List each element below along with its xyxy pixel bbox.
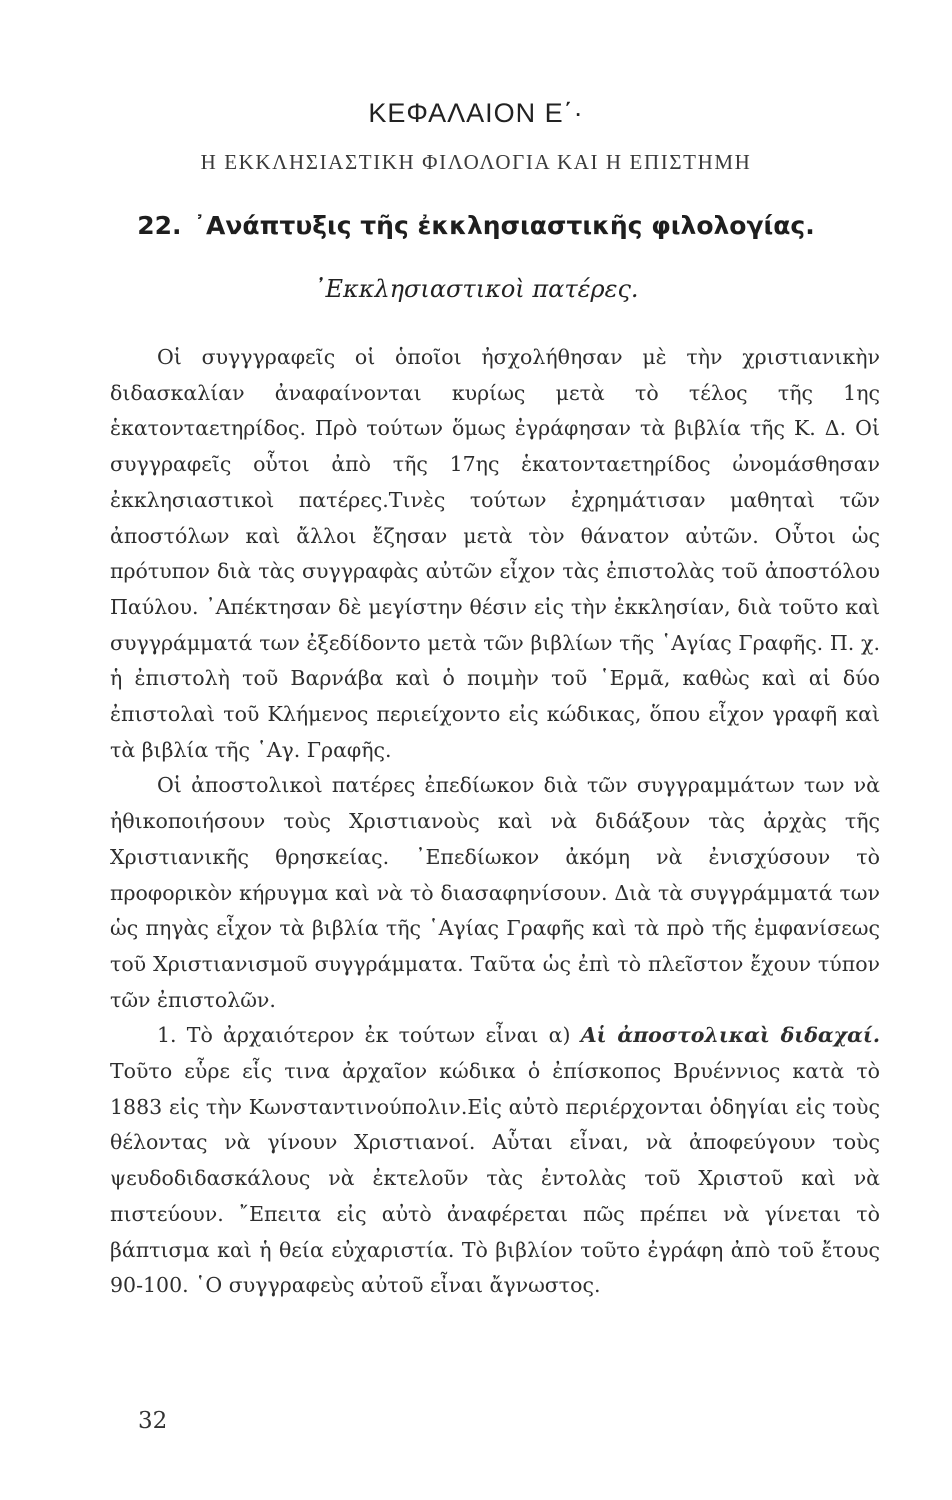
section-number: 22. [137,211,182,240]
paragraph-3 [110,1018,880,1304]
paragraph-1: Οἱ συγγγραφεῖς οἱ ὁποῖοι ἠσχολήθησαν μὲ τὴν χριστιανικὴν διδασκαλίαν ἀναφαίνονται κυρίως μετὰ τὸ τέλος τῆς 1ης ἑκατονταετηρίδος. Πρὸ τούτων ὅμως ἐγράφησαν τὰ βιβλία τῆς Κ. Δ. Οἱ συγγραφεῖς οὗτοι ἀπὸ τῆς 17ης ἑκατονταετηρίδος ὠνομάσθησαν ἐκκλησιαστικοὶ πατέρες.Τινὲς τούτων ἐχρημάτισαν μαθηταὶ τῶν ἀποστόλων καὶ ἄλλοι ἔζησαν μετὰ τὸν θάνατον αὐτῶν. Οὗτοι ὡς πρότυπον διὰ τὰς συγγραφὰς αὐτῶν εἶχον τὰς ἐπιστολὰς τοῦ ἀποστόλου Παύλου. ᾿Απέκτησαν δὲ μεγίστην θέσιν εἰς τὴν ἐκκλησίαν, διὰ τοῦτο καὶ συγγράμματά των ἐξεδίδοντο μετὰ τῶν βιβλίων τῆς ῾Αγίας Γραφῆς. Π. χ. ἡ ἐπιστολὴ τοῦ Βαρνάβα καὶ ὁ ποιμὴν τοῦ ῾Ερμᾶ, καθὼς καὶ αἱ δύο ἐπιστολαὶ τοῦ Κλήμενος περιείχοντο εἰς κώδικας, ὅπου εἶχον γραφῆ καὶ τὰ βιβλία τῆς ῾Αγ. Γραφῆς. [110,345,880,762]
body-text [110,340,880,1304]
section-title: ᾿Ανάπτυξις τῆς ἐκκλησιαστικῆς φιλολογίας. [193,211,815,240]
chapter-subtitle: Η ΕΚΚΛΗΣΙΑΣΤΙΚΗ ΦΙΛΟΛΟΓΙΑ ΚΑΙ Η ΕΠΙΣΤΗΜΗ [200,150,752,174]
chapter-title: ΚΕΦΑΛΑΙΟΝ Ε΄· [368,98,584,128]
subsection-heading: ᾿Εκκλησιαστικοὶ πατέρες. [313,275,639,303]
paragraph-3-lead: 1. Τὸ ἀρχαιότερον ἐκ τούτων εἶναι α) [157,1023,571,1048]
didache-title: Αἱ ἀποστολικαὶ διδαχαί. [580,1023,880,1048]
page-number: 32 [138,1408,168,1434]
section-heading [0,211,952,240]
paragraph-3-rest: Τοῦτο εὗρε εἷς τινα ἀρχαῖον κώδικα ὁ ἐπίσκοπος Βρυέννιος κατὰ τὸ 1883 εἰς τὴν Κωνσταντινούπολιν.Εἰς αὐτὸ περιέρχονται ὁδηγίαι εἰς τοὺς θέλοντας νὰ γίνουν Χριστιανοί. Αὗται εἶναι, νὰ ἀποφεύγουν τοὺς ψευδοδιδασκάλους νὰ ἐκτελοῦν τὰς ἐντολὰς τοῦ Χριστοῦ καὶ νὰ πιστεύουν. ῎Επειτα εἰς αὐτὸ ἀναφέρεται πῶς πρέπει νὰ γίνεται τὸ βάπτισμα καὶ ἡ θεία εὐχαριστία. Τὸ βιβλίον τοῦτο ἐγράφη ἀπὸ τοῦ ἔτους 90-100. ῾Ο συγγραφεὺς αὐτοῦ εἶναι ἄγνωστος. [110,1059,880,1298]
paragraph-2: Οἱ ἀποστολικοὶ πατέρες ἐπεδίωκον διὰ τῶν συγγραμμάτων των νὰ ἠθικοποιήσουν τοὺς Χριστιανοὺς καὶ νὰ διδάξουν τὰς ἀρχὰς τῆς Χριστιανικῆς θρησκείας. ᾿Επεδίωκον ἀκόμη νὰ ἐνισχύσουν τὸ προφορικὸν κήρυγμα καὶ νὰ τὸ διασαφηνίσουν. Διὰ τὰ συγγράμματά των ὡς πηγὰς εἶχον τὰ βιβλία τῆς ῾Αγίας Γραφῆς καὶ τὰ πρὸ τῆς ἐμφανίσεως τοῦ Χριστιανισμοῦ συγγράμματα. Ταῦτα ὡς ἐπὶ τὸ πλεῖστον ἔχουν τύπον τῶν ἐπιστολῶν. [110,773,880,1012]
